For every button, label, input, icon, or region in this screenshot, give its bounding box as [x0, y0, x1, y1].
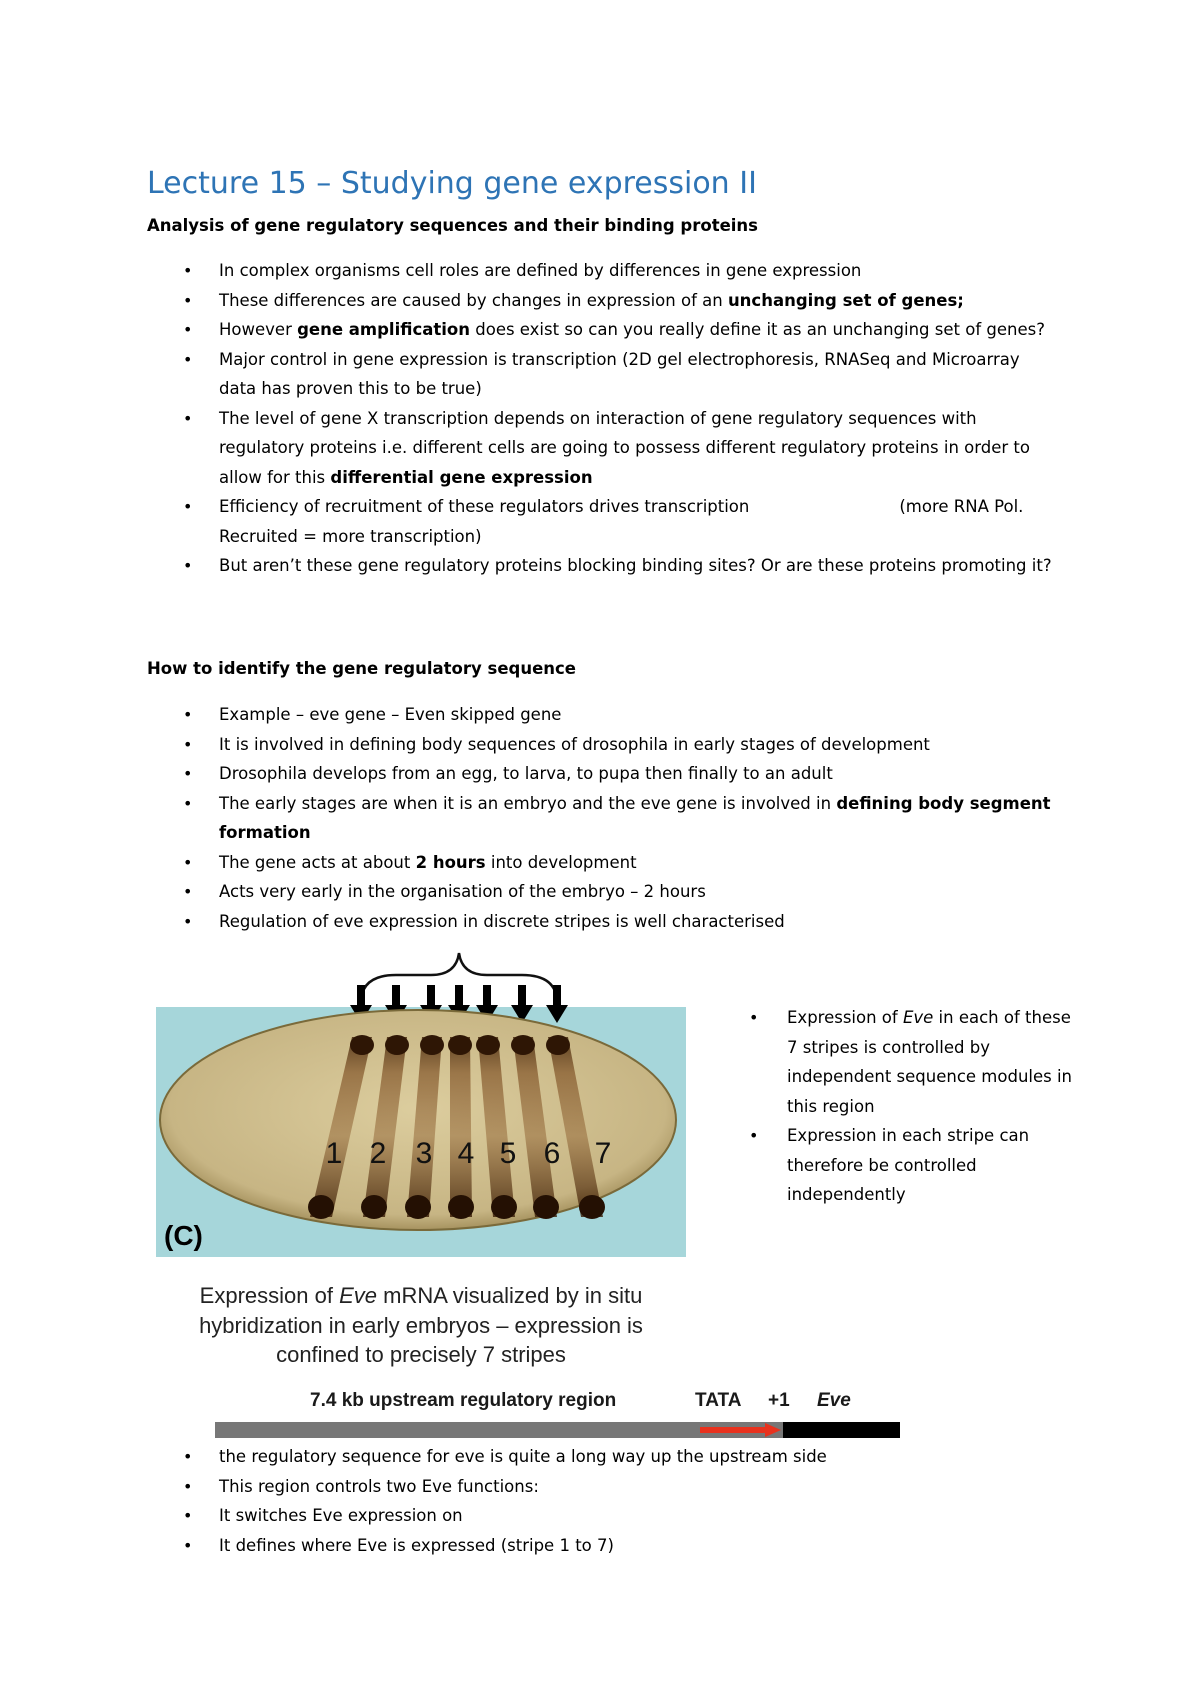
section-heading-regulatory: Analysis of gene regulatory sequences and their binding proteins [147, 216, 758, 235]
side-bullet-list [735, 1003, 1075, 1210]
bullet-list-regulatory [147, 256, 1062, 581]
stripe-number: 7 [594, 1137, 612, 1170]
list-item: • The early stages are when it is an embryo and the eve gene is involved in defining body segment formation [147, 789, 1062, 848]
list-item: • This region controls two Eve functions: [147, 1472, 1062, 1502]
list-item: • The level of gene X transcription depends on interaction of gene regulatory sequences with regulatory proteins i.e. different cells are going to possess different regulatory proteins in order to allow for this differential gene expression [147, 404, 1062, 493]
list-item: • the regulatory sequence for eve is quite a long way up the upstream side [147, 1442, 1062, 1472]
list-item: • Expression of Eve in each of these 7 stripes is controlled by independent sequence modules in this region [735, 1003, 1075, 1121]
page-title: Lecture 15 – Studying gene expression II [147, 166, 757, 201]
list-item: • However gene amplification does exist so can you really define it as an unchanging set of genes? [147, 315, 1062, 345]
list-item: • These differences are caused by changes in expression of an unchanging set of genes; [147, 286, 1062, 316]
list-item: • Acts very early in the organisation of the embryo – 2 hours [147, 877, 1062, 907]
list-item: • It switches Eve expression on [147, 1501, 1062, 1531]
region-bar [215, 1420, 900, 1440]
list-item: • Example – eve gene – Even skipped gene [147, 700, 1062, 730]
region-label: 7.4 kb upstream regulatory region [310, 1390, 617, 1411]
bullet-list-region [147, 1442, 1062, 1560]
list-item: • But aren’t these gene regulatory proteins blocking binding sites? Or are these proteins promoting it? [147, 551, 1062, 581]
list-item: • Drosophila develops from an egg, to larva, to pupa then finally to an adult [147, 759, 1062, 789]
section-heading-identify: How to identify the gene regulatory sequence [147, 659, 576, 678]
tss-arrow-shaft [700, 1427, 768, 1433]
list-item: • Regulation of eve expression in discrete stripes is well characterised [147, 907, 1062, 937]
list-item: • Efficiency of recruitment of these regulators drives transcription (more RNA Pol. Recruited = more transcription) [147, 492, 1062, 551]
stripe-number: 2 [369, 1137, 387, 1170]
embryo-in-situ-figure [156, 945, 686, 1257]
panel-label: (C) [164, 1220, 203, 1251]
list-item: • Expression in each stripe can therefore be controlled independently [735, 1121, 1075, 1210]
upstream-bar [215, 1422, 783, 1438]
list-item: • In complex organisms cell roles are defined by differences in gene expression [147, 256, 1062, 286]
list-item: • The gene acts at about 2 hours into development [147, 848, 1062, 878]
eve-gene-label: Eve [817, 1390, 851, 1411]
eve-stripe [448, 1035, 474, 1219]
stripe-number: 6 [543, 1137, 561, 1170]
stripe-number: 1 [325, 1137, 343, 1170]
regulatory-region-diagram [215, 1390, 900, 1440]
list-item: • It is involved in defining body sequences of drosophila in early stages of development [147, 730, 1062, 760]
figure-caption: Expression of Eve mRNA visualized by in situ hybridization in early embryos – expression is confined to precisely 7 stripes [199, 1283, 643, 1367]
list-item: • Major control in gene expression is transcription (2D gel electrophoresis, RNASeq and Microarray data has proven this to be true) [147, 345, 1062, 404]
bullet-list-eve [147, 700, 1062, 936]
plus-one-label: +1 [768, 1390, 790, 1411]
stripe-number: 4 [457, 1137, 475, 1170]
list-item: • It defines where Eve is expressed (stripe 1 to 7) [147, 1531, 1062, 1561]
stripe-number: 5 [499, 1137, 517, 1170]
stripe-number: 3 [415, 1137, 433, 1170]
gene-bar [783, 1422, 900, 1438]
tata-label: TATA [695, 1390, 742, 1411]
